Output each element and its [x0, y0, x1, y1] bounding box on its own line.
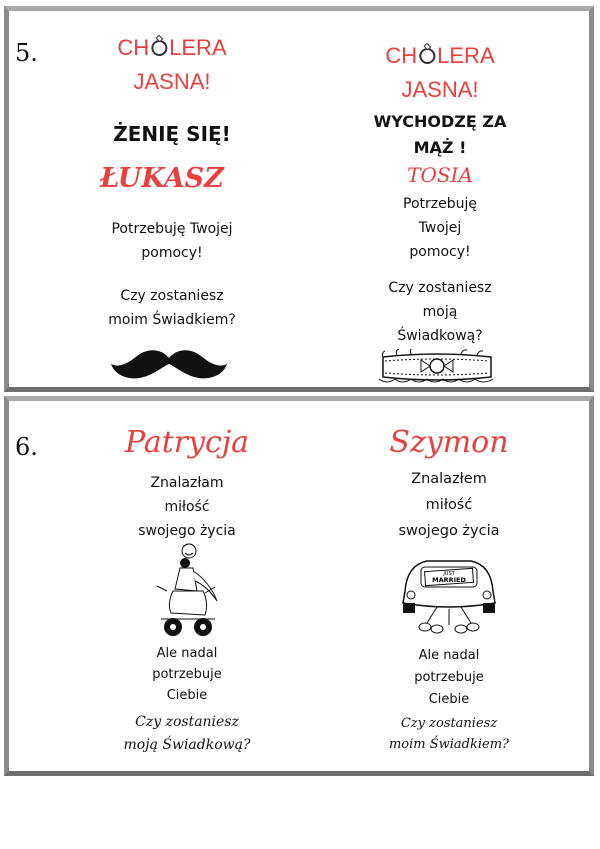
just-married-car-icon — [397, 551, 501, 635]
card-5 — [4, 6, 594, 392]
still-line3: Ciebie — [428, 692, 470, 707]
still-line1: Ale nadal — [418, 648, 480, 663]
love-line2: miłość — [425, 497, 473, 513]
ring-icon — [151, 40, 167, 56]
ask-line2: moim Świadkiem? — [388, 737, 510, 752]
ask-line3: Świadkową? — [397, 328, 483, 344]
bride-scooter-icon — [147, 541, 227, 641]
help-line1: Potrzebuję — [403, 196, 477, 212]
still-line3: Ciebie — [166, 688, 208, 703]
title-line2: JASNA! — [133, 69, 211, 94]
heading: ŻENIĘ SIĘ! — [113, 122, 231, 146]
love-line3: swojego życia — [398, 523, 500, 539]
title-part: LERA — [437, 43, 495, 68]
love-line2: miłość — [164, 499, 210, 515]
card-number: 5. — [15, 39, 38, 67]
ask-line2: moim Świadkiem? — [108, 312, 236, 328]
love-line1: Znalazłam — [150, 475, 224, 491]
love-line3: swojego życia — [138, 523, 236, 539]
groom-name: Szymon — [389, 425, 509, 460]
ask-line1: Czy zostaniesz — [135, 714, 239, 730]
card-6 — [4, 396, 594, 776]
bride-name: TOSIA — [407, 163, 473, 187]
title-line2: JASNA! — [401, 77, 479, 102]
ask-line1: Czy zostaniesz — [400, 716, 498, 731]
help-line2: Twojej — [418, 220, 462, 236]
help-line1: Potrzebuję Twojej — [111, 221, 233, 237]
ring-icon — [419, 48, 435, 64]
card-number: 6. — [15, 433, 38, 461]
mustache-icon — [109, 346, 229, 386]
heading-line2: MĄŻ ! — [413, 138, 467, 157]
ask-line1: Czy zostaniesz — [388, 280, 492, 296]
bride-name: Patrycja — [124, 425, 250, 460]
heading-line1: WYCHODZĘ ZA — [373, 112, 507, 131]
groom-name: ŁUKASZ — [100, 163, 224, 194]
title-part: CH — [385, 43, 418, 68]
still-line2: potrzebuje — [414, 670, 484, 685]
ask-line2: moją Świadkową? — [123, 737, 251, 753]
title-part: CH — [117, 35, 150, 60]
title-line1 — [117, 33, 226, 63]
love-line1: Znalazłem — [411, 471, 487, 487]
still-line1: Ale nadal — [156, 646, 218, 661]
title-line1 — [385, 41, 494, 71]
garter-icon — [377, 349, 497, 385]
ask-line1: Czy zostaniesz — [120, 288, 224, 304]
still-line2: potrzebuje — [152, 667, 222, 682]
car-sign-line1: JUST — [443, 571, 455, 577]
help-line3: pomocy! — [409, 244, 471, 260]
ask-line2: moją — [422, 304, 458, 320]
help-line2: pomocy! — [141, 245, 203, 261]
title-part: LERA — [169, 35, 227, 60]
car-sign-line2: MARRIED — [432, 576, 466, 584]
